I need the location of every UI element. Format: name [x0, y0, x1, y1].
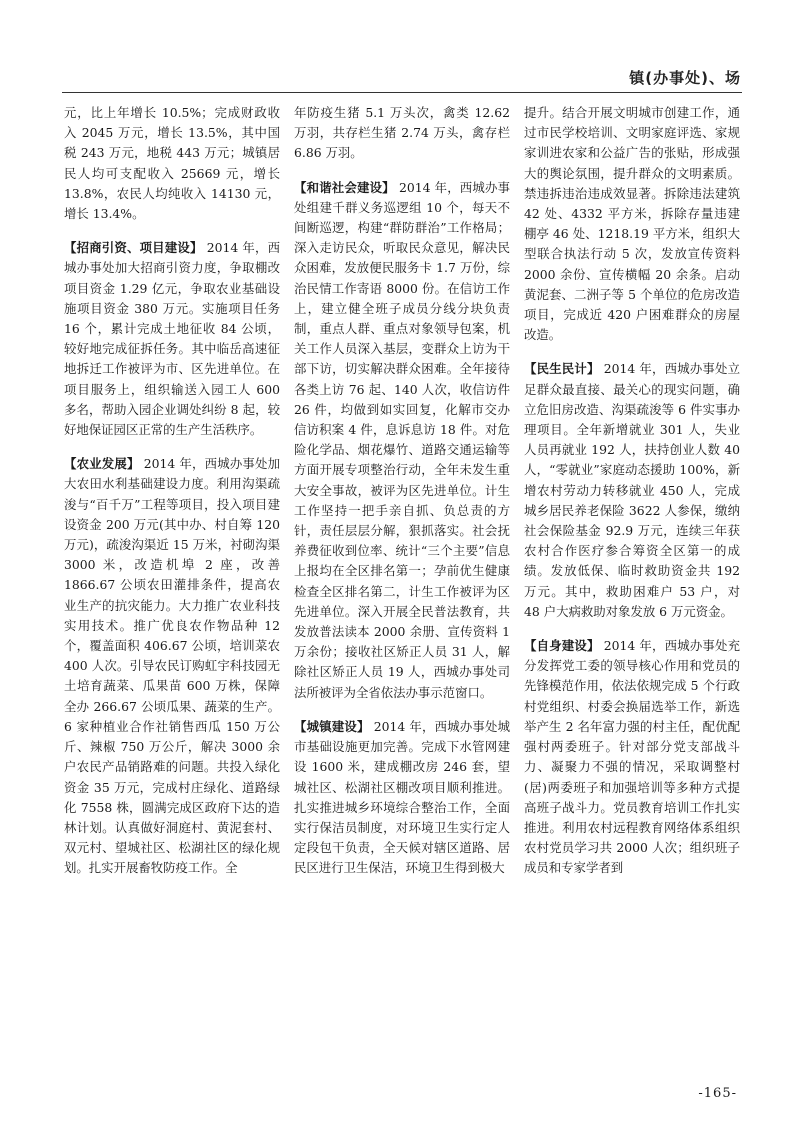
paragraph [294, 717, 510, 879]
section-heading: 【城镇建设】 [294, 718, 370, 734]
paragraph-body: 元，比上年增长 10.5%；完成财政收入 2045 万元，增长 13.5%，其中国税 243 万元，地税 443 万元；城镇居民人均可支配收入 25669 元，增长 13.8%，农民人均纯收入 14130 元，增长 13.4%。 [64, 105, 280, 222]
section-heading: 【民生民计】 [524, 361, 600, 377]
paragraph [64, 454, 280, 878]
paragraph-body: 2014 年，西城办事处加大招商引资力度，争取棚改项目资金 1.29 亿元，争取农业基础设施项目资金 380 万元。实施项目任务 16 个，累计完成土地征收 84 公顷，较好地完成征拆任务。其中临岳高速征地拆迁工作被评为市、区先进单位。在项目服务上，组织输送入园工人 600 多名，帮助入园企业调处纠纷 8 起，较好地保证园区正常的生产生活秩序。 [64, 240, 280, 438]
paragraph [294, 178, 510, 703]
paragraph [64, 238, 280, 440]
paragraph [294, 103, 510, 164]
section-heading: 【和谐社会建设】 [294, 179, 395, 195]
paragraph [64, 103, 280, 224]
page-number: -165- [698, 1086, 737, 1101]
section-heading: 【招商引资、项目建设】 [64, 240, 203, 256]
paragraph-body: 年防疫生猪 5.1 万头次，禽类 12.62 万羽，共存栏生猪 2.74 万头，禽存栏 6.86 万羽。 [294, 105, 510, 161]
header-rule [62, 92, 742, 93]
paragraph [524, 636, 740, 878]
paragraph-body: 2014 年，西城办事处组建千群义务巡逻组 10 个，每天不间断巡逻，构建“群防群治”工作格局；深入走访民众，听取民众意见，解决民众困难，发放便民服务卡 1.7 万份，综治民情工作寄语 8000 份。在信访工作上，建立健全班子成员分线分块负责制，重点人群、重点对象领导包案，机关工作人员深入基层，变群众上访为干部下访，切实解决群众困难。全年接待各类上访 76 起、140 人次，收信访件 26 件，均做到如实回复，化解市交办信访积案 4 件，息诉息访 18 件。对危险化学品、烟花爆竹、道路交通运输等方面开展专项整治行动，全年未发生重大安全事故，被评为区先进单位。计生工作坚持一把手亲自抓、负总责的方针，责任层层分解，狠抓落实。社会抚养费征收到位率、统计“三个主要”信息上报均在全区排名第一；孕前优生健康检查全区排名第二，计生工作被评为区先进单位。深入开展全民普法教育，共发放普法读本 2000 余册、宣传资料 1 万余份；接收社区矫正人员 31 人，解除社区矫正人员 19 人，西城办事处司法所被评为全省依法办事示范窗口。 [294, 179, 510, 700]
running-header-title: 镇(办事处)、场 [629, 69, 741, 87]
section-heading: 【自身建设】 [524, 638, 600, 654]
paragraph-body: 2014 年，西城办事处加大农田水利基础建设力度。利用沟渠疏浚与“百千万”工程等项目，投入项目建设资金 200 万元(其中办、村自筹 120 万元)，疏浚沟渠近 15 万米，衬砌沟渠 3000 米，改造机埠 2 座，改善 1866.67 公顷农田灌排条件，提高农业生产的抗灾能力。大力推广农业科技实用技术。推广优良农作物品种 12 个，覆盖面积 406.67 公顷，培训菜农 400 人次。引导农民订购虹宇科技园无土培育蔬菜、瓜果苗 600 万株，保障全办 266.67 公顷瓜果、蔬菜的生产。6 家种植业合作社销售西瓜 150 万公斤、辣椒 750 万公斤，解决 3000 余户农民产品销路难的问题。共投入绿化资金 35 万元，完成村庄绿化、道路绿化 7558 株，圆满完成区政府下达的造林计划。认真做好洞庭村、黄泥套村、双元村、望城社区、松湖社区的绿化规划。扎实开展畜牧防疫工作。全 [64, 456, 280, 876]
column-2 [294, 103, 510, 1068]
paragraph [524, 103, 740, 345]
paragraph-body: 2014 年，西城办事处立足群众最直接、最关心的现实问题，确立危旧房改造、沟渠疏浚等 6 件实事办理项目。全年新增就业 301 人，失业人员再就业 192 人，扶持创业人数 40 人，“零就业”家庭动态援助 100%，新增农村劳动力转移就业 450 人，完成城乡居民养老保险 3622 人参保，缴纳社会保险基金 92.9 万元，连续三年获农村合作医疗参合筹资全区第一的成绩。发放低保、临时救助资金共 192 万元。其中，救助困难户 53 户，对 48 户大病救助对象发放 6 万元资金。 [524, 361, 740, 619]
article-columns [64, 103, 740, 1068]
paragraph-body: 2014 年，西城办事处城市基础设施更加完善。完成下水管网建设 1600 米，建成棚改房 246 套，望城社区、松湖社区棚改项目顺利推进。扎实推进城乡环境综合整治工作，全面实行保洁员制度，对环境卫生实行定人定段包干负责，全天候对辖区道路、居民区进行卫生保洁，环境卫生得到极大 [294, 718, 510, 876]
column-1 [64, 103, 280, 1068]
column-3 [524, 103, 740, 1068]
paragraph-body: 提升。结合开展文明城市创建工作，通过市民学校培训、文明家庭评选、家规家训进农家和公益广告的张贴，形成强大的舆论氛围，提升群众的文明素质。禁违拆违治违成效显著。拆除违法建筑 42 处、4332 平方米，拆除存量违建棚亭 46 处、1218.19 平方米，组织大型联合执法行动 5 次，发放宣传资料 2000 余份、宣传横幅 20 余条。启动黄泥套、二洲子等 5 个单位的危房改造项目，完成近 420 户困难群众的房屋改造。 [524, 105, 740, 343]
paragraph-body: 2014 年，西城办事处充分发挥党工委的领导核心作用和党员的先锋模范作用，依法依规完成 5 个行政村党组织、村委会换届选举工作，新选举产生 2 名年富力强的村主任，配优配强村两委班子。针对部分党支部战斗力、凝聚力不强的情况，采取调整村(居)两委班子和加强培训等多种方式提高班子战斗力。党员教育培训工作扎实推进。利用农村远程教育网络体系组织农村党员学习共 2000 人次；组织班子成员和专家学者到 [524, 638, 740, 876]
section-heading: 【农业发展】 [64, 456, 140, 472]
paragraph [524, 359, 740, 622]
